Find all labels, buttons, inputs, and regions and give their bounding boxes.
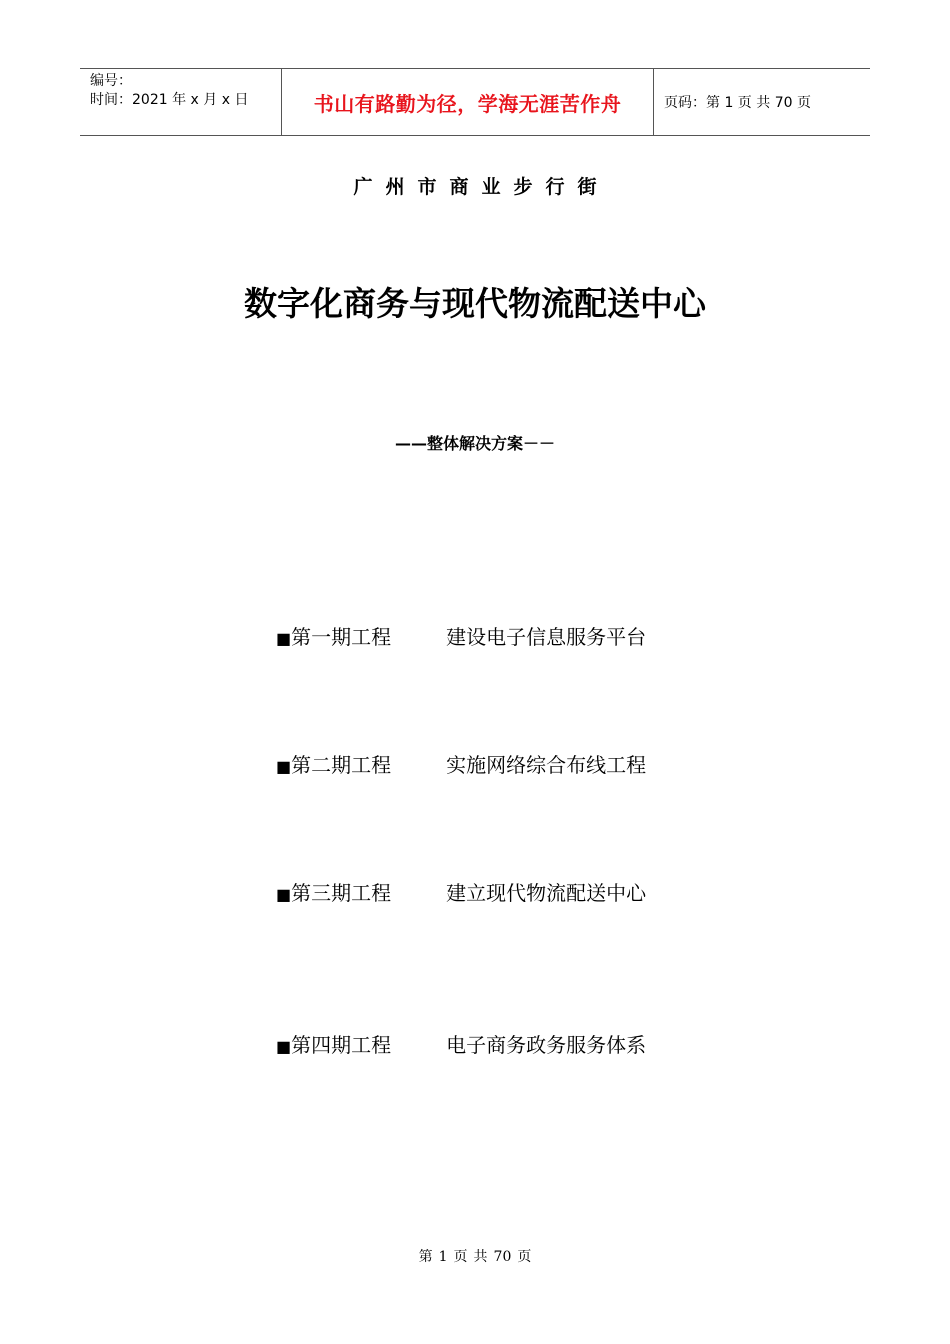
phase-item-1 [276,621,646,650]
phase-name: 第四期工程 [291,1033,392,1057]
organization-name: 广州市商业步行街 [353,176,610,198]
phase-item-4 [276,1029,646,1058]
document-subtitle: ——整体解决方案－－ [394,434,555,453]
phase-name: 第三期工程 [291,881,392,905]
header-left-cell [80,69,281,135]
phase-description: 实施网络综合布线工程 [446,753,647,777]
square-bullet-icon: ■ [276,885,292,904]
phase-description: 建立现代物流配送中心 [446,881,647,905]
document-title: 数字化商务与现代物流配送中心 [244,284,706,323]
footer-total-pages: 70 [493,1249,512,1265]
page-footer [0,1246,950,1266]
phase-description: 电子商务政务服务体系 [446,1033,647,1057]
header-motto-cell [281,69,654,135]
phase-item-3 [276,877,646,906]
phase-name: 第二期工程 [291,753,392,777]
square-bullet-icon: ■ [276,629,292,648]
header-table [80,68,870,136]
number-label: 编号： [90,73,132,89]
phase-item-2 [276,749,646,778]
footer-total-prefix: 共 [473,1249,488,1265]
time-label: 时间：2021 年 x 月 x 日 [90,92,249,108]
footer-page-unit: 页 [453,1249,468,1265]
footer-prefix: 第 [418,1249,433,1265]
phase-name: 第一期工程 [291,625,392,649]
motto-text: 书山有路勤为径，学海无涯苦作舟 [313,91,622,116]
square-bullet-icon: ■ [276,757,292,776]
page-info: 页码：第 1 页 共 70 页 [664,95,811,111]
phase-description: 建设电子信息服务平台 [446,625,647,649]
header-page-cell [654,69,870,135]
square-bullet-icon: ■ [276,1037,292,1056]
footer-total-unit: 页 [517,1249,532,1265]
footer-page-number: 1 [438,1249,448,1265]
